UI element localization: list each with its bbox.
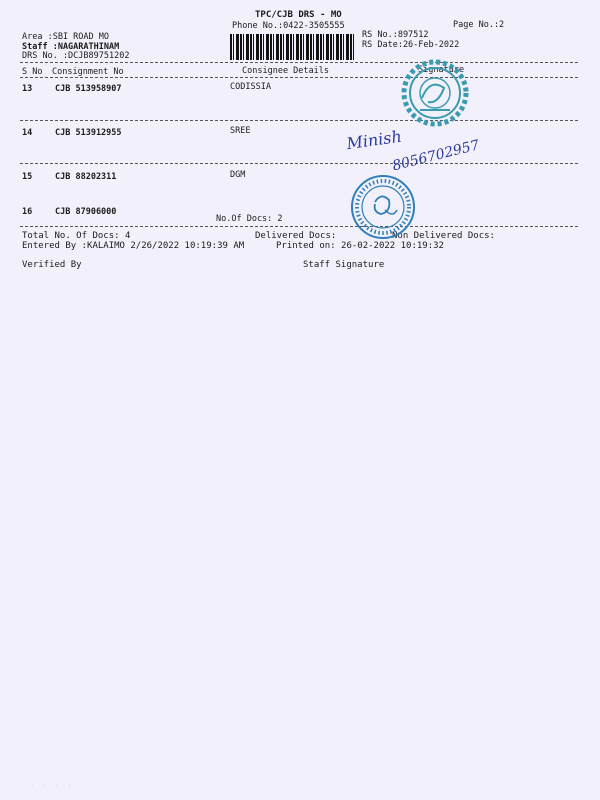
round-seal-icon (345, 170, 425, 240)
entered-by: Entered By :KALAIMO 2/26/2022 10:19:39 AM (22, 241, 245, 251)
row-consignment: CJB 513958907 (55, 84, 122, 94)
row-consignment: CJB 88202311 (55, 172, 117, 182)
document-title: TPC/CJB DRS - MO (255, 10, 342, 20)
signature-number: 8056702957 (390, 137, 482, 174)
total-docs: Total No. Of Docs: 4 (22, 231, 131, 241)
row-sno: 13 (22, 84, 33, 94)
row-sno: 16 (22, 207, 33, 217)
handwritten-signature (345, 114, 510, 174)
row-consignee: DGM (230, 170, 246, 180)
verified-by: Verified By (22, 260, 82, 270)
row-sno: 14 (22, 128, 33, 138)
drs-number: DRS No. :DCJB89751202 (22, 51, 130, 61)
row-consignment: CJB 513912955 (55, 128, 122, 138)
scan-artifact: · · · · (30, 782, 74, 790)
column-header-signature: Signature (418, 65, 465, 75)
column-header-consignee: Consignee Details (242, 66, 329, 76)
rs-date: RS Date:26-Feb-2022 (362, 40, 460, 50)
row-sno: 15 (22, 172, 33, 182)
row-consignment: CJB 87906000 (55, 207, 117, 217)
column-header-consignment: Consignment No (52, 67, 124, 77)
divider (20, 62, 578, 63)
barcode (230, 34, 354, 60)
divider (20, 226, 578, 227)
page-number: Page No.:2 (453, 20, 505, 30)
signature-name: Minish (345, 126, 403, 154)
printed-on: Printed on: 26-02-2022 10:19:32 (276, 241, 444, 251)
delivered-docs: Delivered Docs: (255, 231, 337, 241)
rs-number: RS No.:897512 (362, 30, 429, 40)
staff-label: Staff :NAGARATHINAM (22, 42, 120, 52)
area-label: Area :SBI ROAD MO (22, 32, 109, 42)
divider (20, 77, 578, 78)
phone-number: Phone No.:0422-3505555 (232, 21, 345, 31)
column-header-sno: S No (22, 67, 43, 77)
staff-signature: Staff Signature (303, 260, 385, 270)
row-consignee: SREE (230, 126, 251, 136)
non-delivered-docs: Non Delivered Docs: (392, 231, 495, 241)
row-consignee: CODISSIA (230, 82, 271, 92)
docs-count: No.Of Docs: 2 (216, 214, 283, 224)
